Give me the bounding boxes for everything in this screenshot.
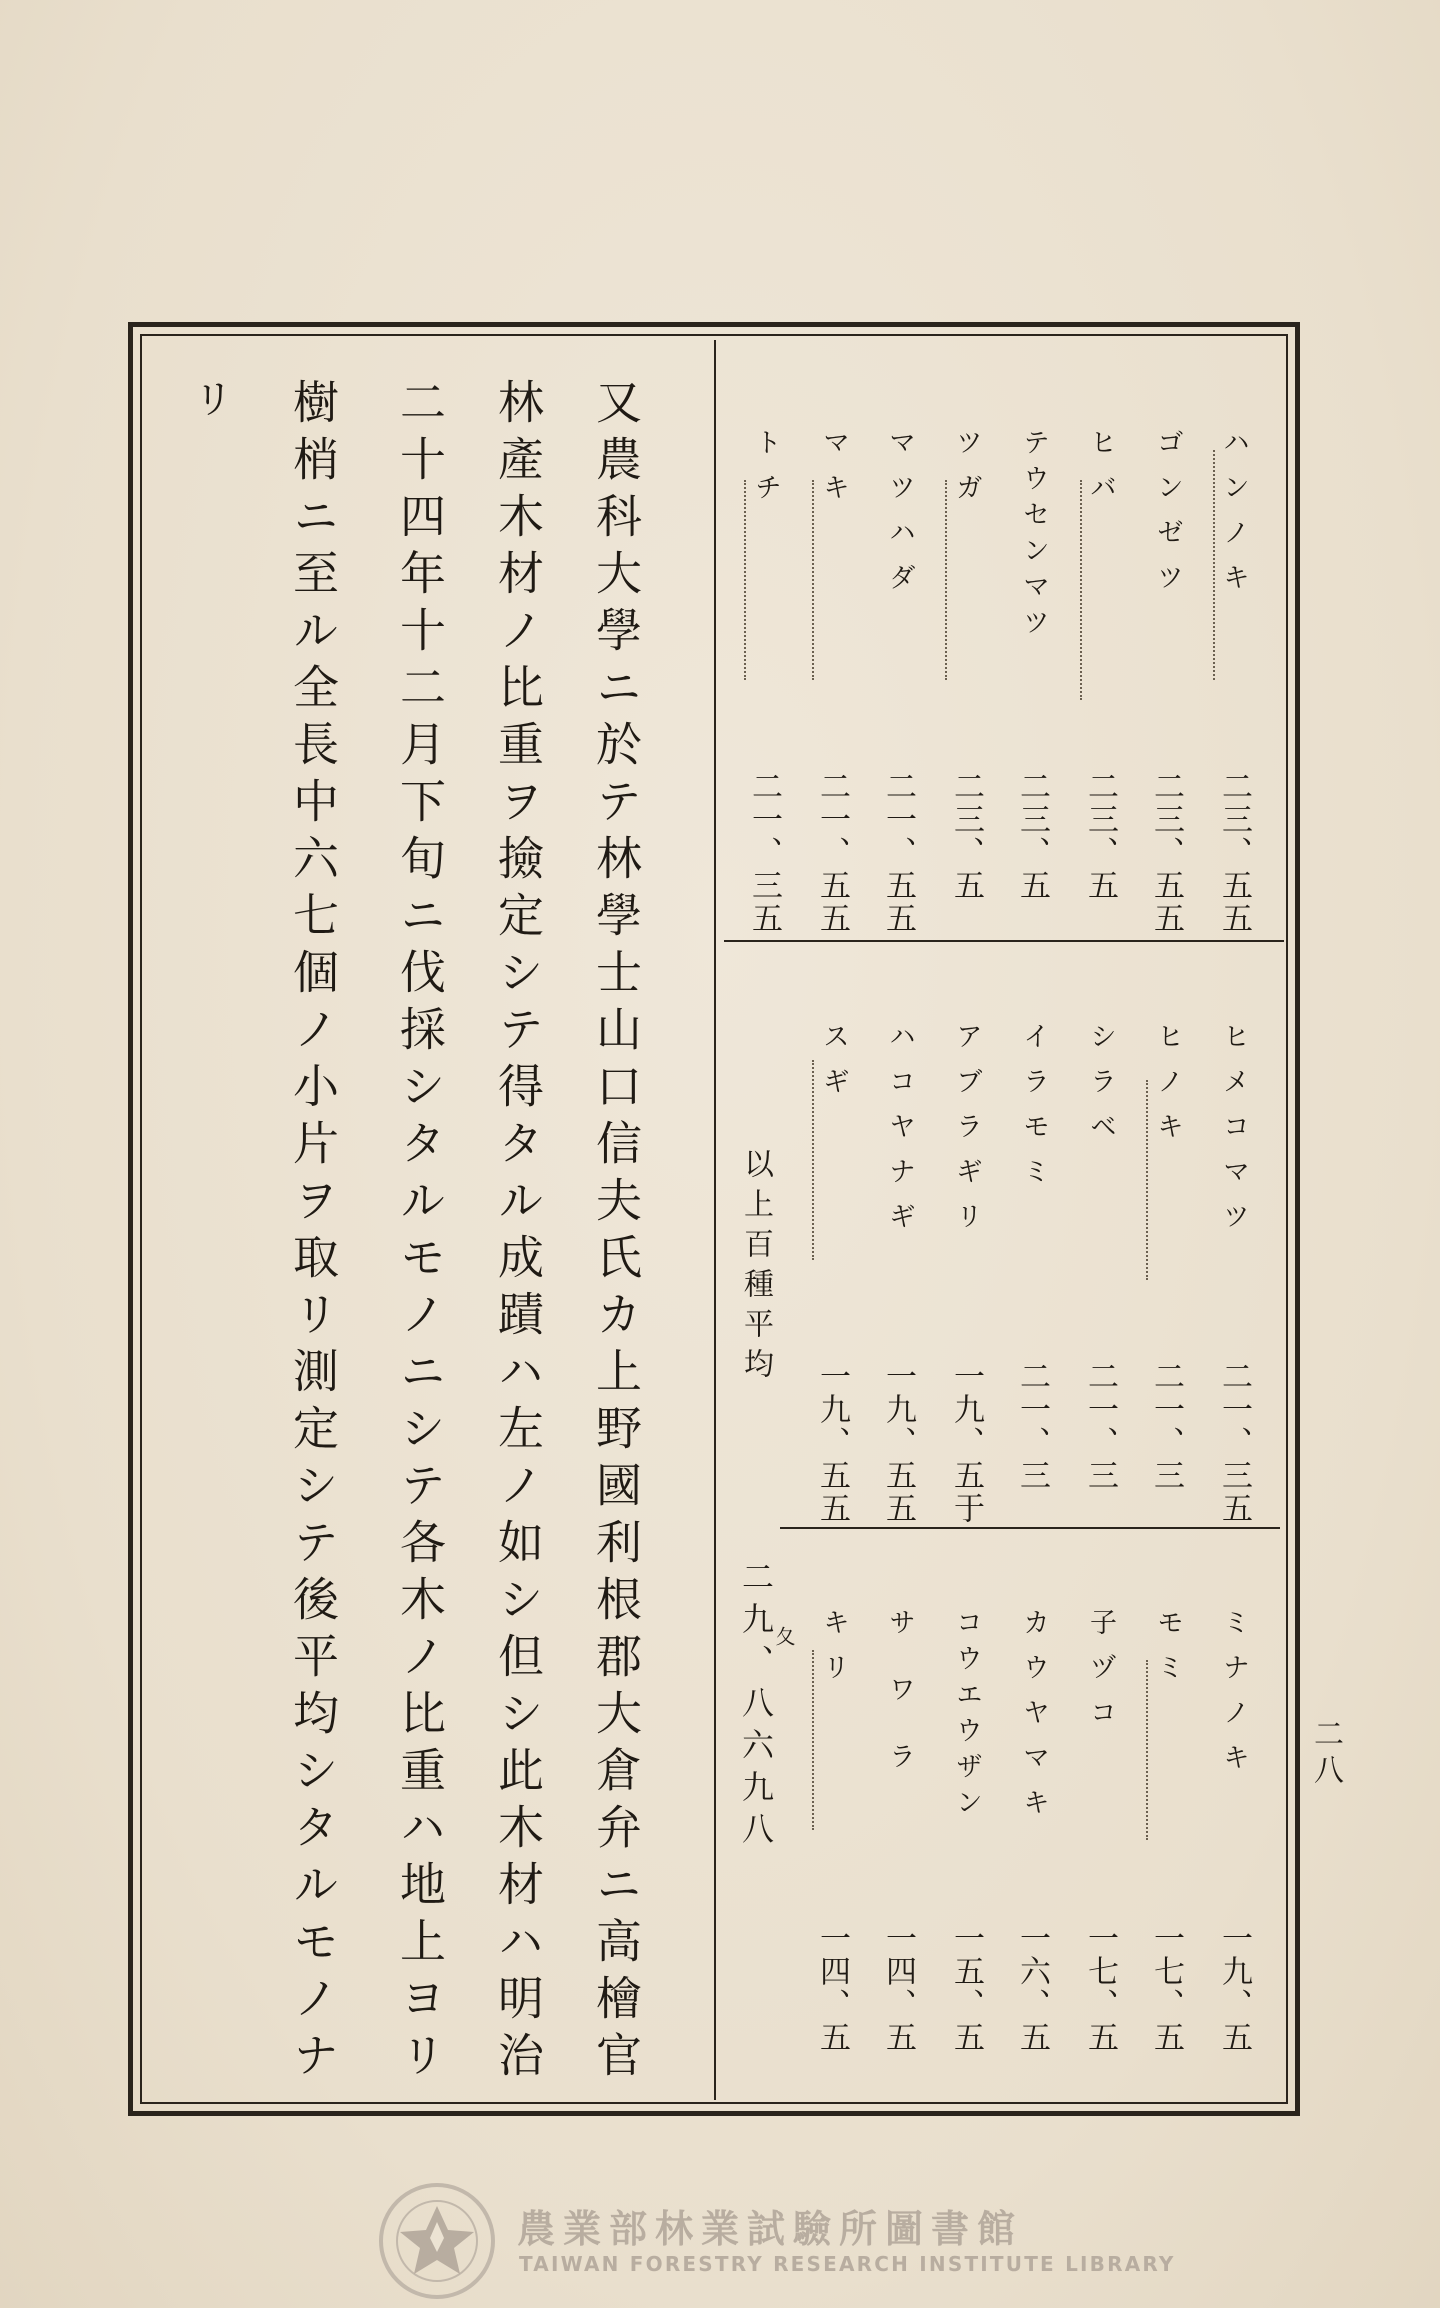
species-name: マツハダ [884,428,915,608]
species-name: キリ [818,1608,849,1698]
species-value: 一四、五 [814,1922,850,2054]
species-value: 二一、五五 [880,770,916,935]
species-name: カウヤマキ [1018,1608,1049,1833]
species-name: イラモミ [1018,1022,1049,1202]
leader-dots [945,480,947,680]
species-name: マキ [818,428,849,518]
leader-dots [812,480,814,680]
table-rule-1 [724,940,1284,942]
species-value: 二一、三五 [746,770,782,935]
species-name: モミ [1152,1608,1183,1698]
species-value: 二三、五 [1082,770,1118,902]
species-value: 二三、五五 [1148,770,1184,935]
leader-dots [812,1650,814,1830]
average-mark: 夂 [772,1626,796,1646]
species-name: テウセンマツ [1018,428,1049,644]
species-value: 一六、五 [1014,1922,1050,2054]
prose-column-3: 二十四年十二月下旬ニ伐採シタルモノニシテ各木ノ比重ハ地上ヨリ [393,378,447,2088]
species-value: 一五、五 [948,1922,984,2054]
species-name: トチ [750,428,781,518]
average-value: 二九、八六九八 [737,1560,775,1854]
species-value: 二一、三 [1148,1360,1184,1492]
average-label: 以上百種平均 [738,1148,773,1388]
species-value: 二一、三 [1014,1360,1050,1492]
species-value: 一九、五于 [948,1360,984,1525]
prose-column-5: リ [187,378,233,429]
species-name: ヒバ [1085,428,1116,518]
species-value: 二一、三 [1082,1360,1118,1492]
leader-dots [1146,1660,1148,1840]
species-name: シラベ [1085,1022,1116,1157]
species-value: 二一、三五 [1216,1360,1252,1525]
species-value: 二一、五五 [814,770,850,935]
species-name: ゴンゼツ [1152,428,1183,608]
species-name: 子ヅコ [1085,1608,1116,1743]
species-value: 一九、五五 [814,1360,850,1525]
species-value: 一九、五 [1216,1922,1252,2054]
page-number: 二八 [1308,1718,1343,1790]
species-name: ミナノキ [1218,1608,1249,1788]
species-value: 一四、五 [880,1922,916,2054]
species-name: ハンノキ [1218,428,1249,608]
species-name: スギ [818,1022,849,1112]
species-name: コウエウザン [951,1608,982,1824]
leader-dots [812,1060,814,1260]
species-value: 二三、五 [1014,770,1050,902]
prose-column-2: 林產木材ノ比重ヲ撿定シテ得タル成蹟ハ左ノ如シ但シ此木材ハ明治 [491,378,545,2088]
library-name: 農業部林業試驗所圖書館 [517,2207,1024,2251]
library-subtitle: TAIWAN FORESTRY RESEARCH INSTITUTE LIBRARY [519,2252,1176,2276]
species-name: ヒノキ [1152,1022,1183,1157]
table-rule-2 [780,1527,1280,1529]
species-name: アブラギリ [951,1022,982,1247]
leader-dots [1213,450,1215,680]
leader-dots [744,480,746,680]
species-name: ハコヤナギ [884,1022,915,1247]
library-seal-icon [378,2182,496,2300]
species-value: 一七、五 [1082,1922,1118,2054]
species-value: 二三、五五 [1216,770,1252,935]
species-value: 二三、五 [948,770,984,902]
leader-dots [1146,1080,1148,1280]
species-value: 一九、五五 [880,1360,916,1525]
leader-dots [1080,480,1082,700]
species-value: 一七、五 [1148,1922,1184,2054]
prose-column-4: 樹梢ニ至ル全長中六七個ノ小片ヲ取リ測定シテ後平均シタルモノナ [286,378,340,2088]
species-name: ヒメコマツ [1218,1022,1249,1247]
column-divider [714,340,716,2100]
species-name: サワラ [884,1608,915,1809]
species-name: ツガ [951,428,982,518]
prose-column-1: 又農科大學ニ於テ林學士山口信夫氏カ上野國利根郡大倉弁ニ高檜官 [589,378,643,2088]
